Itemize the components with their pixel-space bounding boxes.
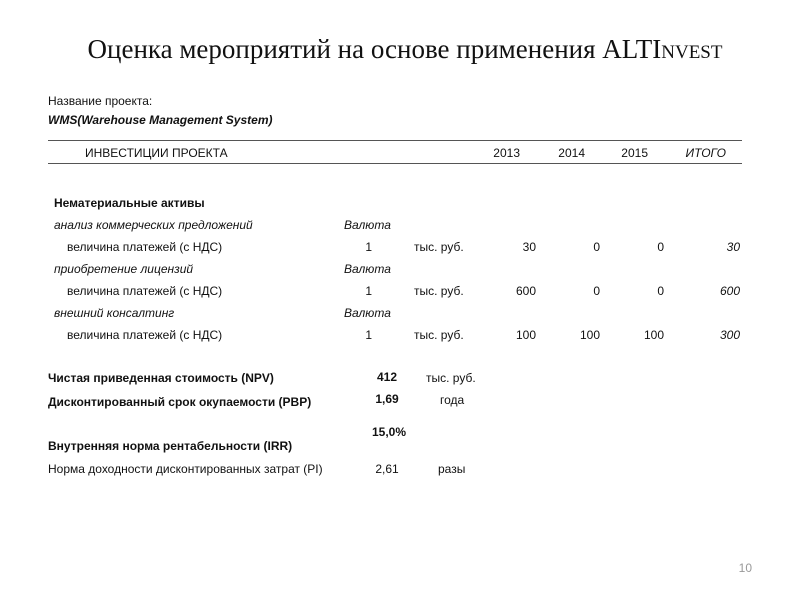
row-unit: тыс. руб. [414, 240, 464, 254]
header-year-2014: 2014 [558, 146, 585, 160]
row-total: 30 [726, 240, 740, 254]
pbp-label: Дисконтированный срок окупаемости (PBP) [48, 395, 312, 409]
title-main: Оценка мероприятий на основе применения ALT [87, 34, 653, 64]
table-top-rule [48, 140, 742, 141]
row-value-2013: 30 [522, 240, 536, 254]
group-name: приобретение лицензий [54, 262, 194, 276]
pbp-unit: года [440, 393, 465, 407]
row-total: 600 [719, 284, 740, 298]
group-name: анализ коммерческих предложений [54, 218, 253, 232]
page-number: 10 [738, 561, 752, 575]
table-header-label: ИНВЕСТИЦИИ ПРОЕКТА [85, 146, 228, 160]
currency-label: Валюта [344, 262, 391, 276]
row-value-2014: 0 [593, 284, 600, 298]
project-name-value: WMS(Warehouse Management System) [48, 113, 273, 127]
npv-unit: тыс. руб. [426, 371, 476, 385]
row-rate: 1 [365, 328, 372, 342]
row-unit: тыс. руб. [414, 284, 464, 298]
row-value-2015: 100 [643, 328, 664, 342]
header-total: ИТОГО [685, 146, 726, 160]
row-value-2013: 600 [515, 284, 536, 298]
row-value-2014: 100 [579, 328, 600, 342]
row-label: величина платежей (с НДС) [67, 328, 223, 342]
irr-label: Внутренняя норма рентабельности (IRR) [48, 439, 293, 453]
currency-label: Валюта [344, 306, 391, 320]
header-year-2015: 2015 [621, 146, 648, 160]
header-year-2013: 2013 [493, 146, 520, 160]
slide-title [0, 34, 800, 65]
irr-value: 15,0% [371, 425, 407, 439]
pi-label: Норма доходности дисконтированных затрат (PI) [48, 462, 323, 476]
npv-label: Чистая приведенная стоимость (NPV) [48, 371, 274, 385]
row-label: величина платежей (с НДС) [67, 240, 223, 254]
row-value-2013: 100 [515, 328, 536, 342]
currency-label: Валюта [344, 218, 391, 232]
row-unit: тыс. руб. [414, 328, 464, 342]
title-suffix: Invest [652, 34, 723, 64]
row-total: 300 [719, 328, 740, 342]
row-value-2015: 0 [657, 240, 664, 254]
pi-value: 2,61 [375, 462, 399, 476]
row-rate: 1 [365, 240, 372, 254]
row-label: величина платежей (с НДС) [67, 284, 223, 298]
project-name-label: Название проекта: [48, 94, 153, 108]
row-value-2014: 0 [593, 240, 600, 254]
section-title: Нематериальные активы [54, 196, 205, 210]
group-name: внешний консалтинг [54, 306, 175, 320]
row-rate: 1 [365, 284, 372, 298]
row-value-2015: 0 [657, 284, 664, 298]
table-header-rule [48, 163, 742, 164]
pi-unit: разы [438, 462, 466, 476]
npv-value: 412 [376, 370, 398, 384]
pbp-value: 1,69 [375, 392, 399, 406]
